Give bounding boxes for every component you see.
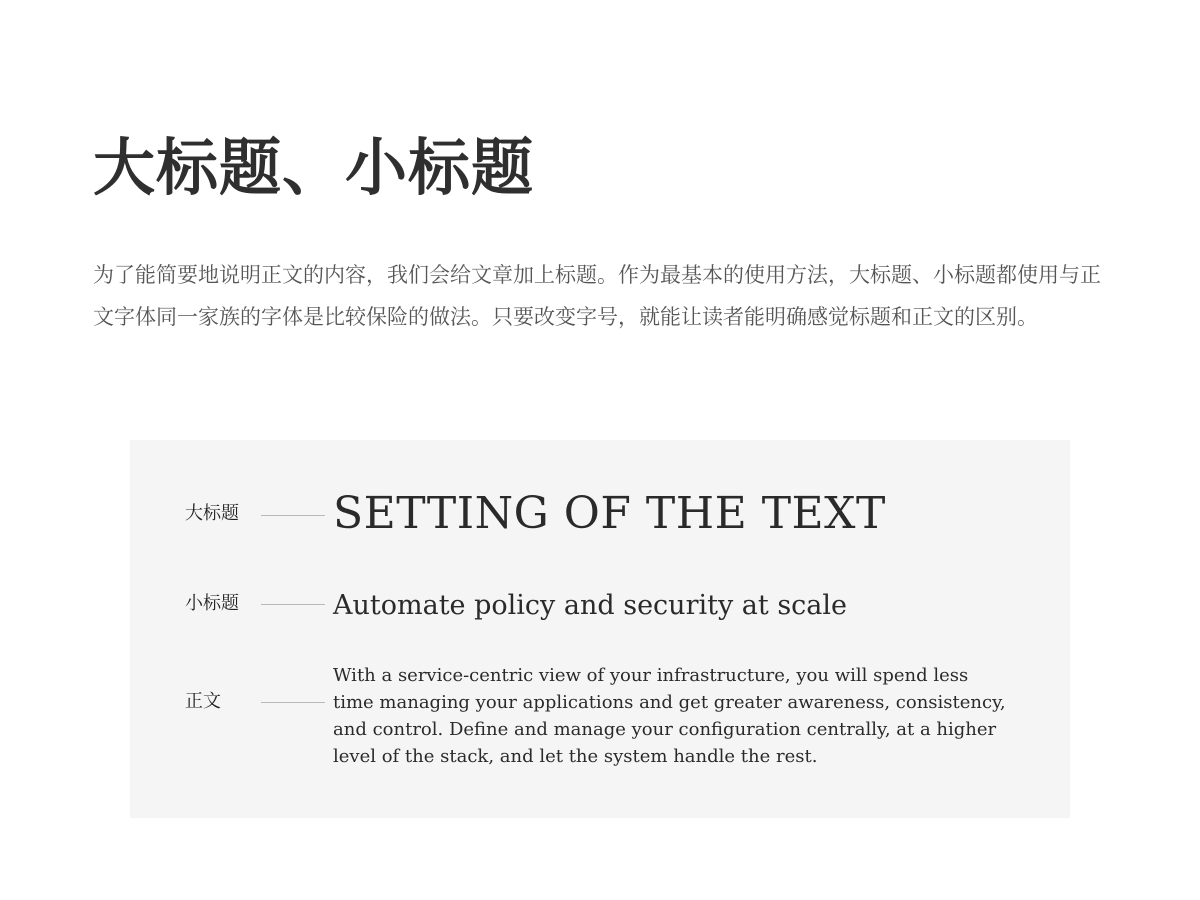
sample-body-text: With a service-centric view of your infrastructure, you will spend less time managing your applications and get greater awareness, consistency, and control. Define and manage your configuration centrally, at a higher level of the stack, and let the system handle the rest. [333,665,1006,767]
label-body-text: 正文 [185,691,221,712]
leader-line-heading [261,515,325,516]
label-heading: 大标题 [185,503,239,524]
sample-subheading: Automate policy and security at scale [333,590,848,621]
sample-heading: SETTING OF THE TEXT [333,488,886,539]
typography-demo-panel [130,440,1070,818]
page-title: 大标题、小标题 [93,131,535,204]
intro-paragraph: 为了能简要地说明正文的内容，我们会给文章加上标题。作为最基本的使用方法，大标题、小标题都使用与正文字体同一家族的字体是比较保险的做法。只要改变字号，就能让读者能明确感觉标题和正文的区别。 [93,263,1101,329]
leader-line-subheading [261,604,325,605]
leader-line-body-text [261,702,325,703]
label-subheading: 小标题 [185,593,239,614]
